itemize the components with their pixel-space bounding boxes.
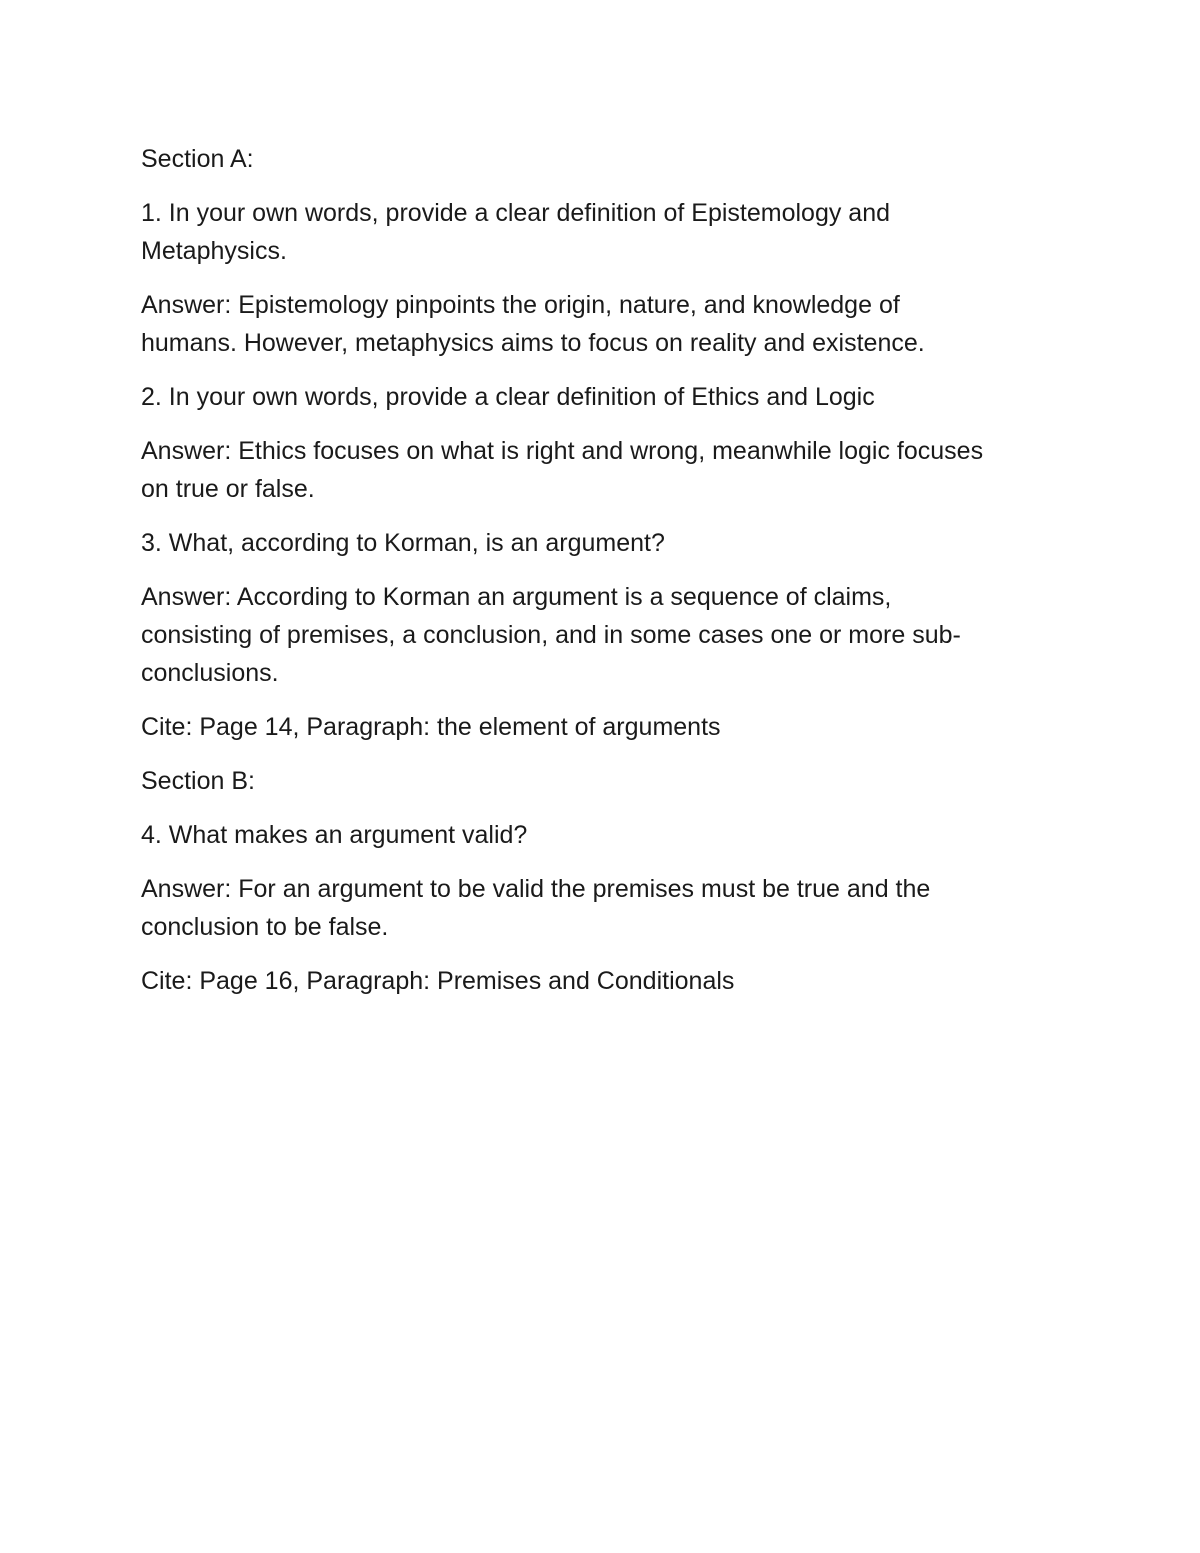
section-a-heading: Section A: — [141, 145, 254, 173]
answer-3: Answer: According to Korman an argument is a sequence of claims, consisting of premises, a conclusion, and in some cases one or more sub- conclusions. — [141, 583, 961, 687]
answer-2: Answer: Ethics focuses on what is right and wrong, meanwhile logic focuses on true or false. — [141, 437, 984, 503]
citation-1: Cite: Page 14, Paragraph: the element of arguments — [141, 713, 721, 741]
question-2: 2. In your own words, provide a clear definition of Ethics and Logic — [141, 383, 875, 411]
citation-2: Cite: Page 16, Paragraph: Premises and Conditionals — [141, 967, 735, 995]
answer-1: Answer: Epistemology pinpoints the origin, nature, and knowledge of humans. However, metaphysics aims to focus on reality and existence. — [141, 291, 925, 357]
section-b-heading: Section B: — [141, 767, 255, 795]
question-4: 4. What makes an argument valid? — [141, 821, 528, 849]
question-1: 1. In your own words, provide a clear definition of Epistemology and Metaphysics. — [141, 199, 891, 265]
question-3: 3. What, according to Korman, is an argument? — [141, 529, 665, 557]
document-body — [141, 140, 1071, 1016]
answer-4: Answer: For an argument to be valid the premises must be true and the conclusion to be false. — [141, 875, 931, 941]
